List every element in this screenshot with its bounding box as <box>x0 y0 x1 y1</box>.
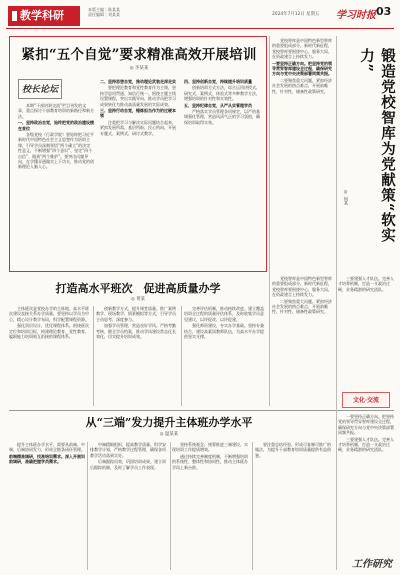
paragraph: 创新培训方式方法，综合运用讲授式、研究式、案例式、体验式等多种教学方法，增强培训的针对性和实效性。 <box>184 85 260 102</box>
paragraph: 后端跟踪问效，巩固培训成果。建立训后跟踪机制，及时了解学员工作表现。 <box>90 459 166 470</box>
side-title: 锻造党校智库为党献策“软实力” <box>358 48 396 244</box>
paragraph: 强化师资建设，夯实办学基础。坚持专兼结合，建设高素质教师队伍，为高水平办学提供坚实支撑。 <box>184 323 264 340</box>
subheading: 二、坚持思想自觉，推动理论武装走深走实 <box>100 79 176 84</box>
subheading: 四、坚持创新自觉，持续提升培训质量 <box>184 79 252 84</box>
feature-column-2 <box>100 79 178 267</box>
paragraph: 党校智库是中国特色新型智库的重要组成部分。新时代新征程，党校智库要围绕中心、服务大局，在资政建言上持续发力。 <box>272 38 332 60</box>
middle-column-3 <box>184 306 266 406</box>
column-tag-label: 校长论坛 <box>21 85 58 95</box>
column-rule <box>252 442 253 570</box>
column-rule <box>87 442 88 570</box>
column-rule <box>170 442 171 570</box>
paragraph: 提升主体班办学水平，需要从前端、中端、后端协同发力，形成全链条闭环管理。 <box>9 442 85 453</box>
section-badge: 教学科研 <box>8 6 80 26</box>
bottom-column-3 <box>172 442 250 570</box>
paragraph: 要把理论教育和党性教育作为主课，坚持学思用贯通、知信行统一。围绕主题主线设置课程，突出实践导向，推动学员把学习成果转化为推动高质量发展的实际成效。 <box>100 85 176 107</box>
paragraph: 创新教学方式，提升课堂质量。推广案例教学、现场教学、情景模拟等方式，引导学员主动思考、深度参与。 <box>96 306 176 322</box>
paragraph: 完善评估机制，推动持续改进。建立覆盖培训全过程的质量评估体系，及时收集学员意见建议，以评促改、以评促建。 <box>184 306 264 322</box>
paragraph: 一要坚持正确方向。把坚持党的领导贯穿智库建设全过程，确保研究方向与党中央决策部署同频共振。 <box>338 414 394 436</box>
feature-column-3 <box>184 79 262 267</box>
paragraph: 中端精细组织，提高教学质量。科学安排教学计划，严格教学过程管理，确保各项教学活动落到实处。 <box>90 442 166 458</box>
subheading: 三、坚持行动自觉，锤炼担当作为的过硬本领 <box>100 108 176 119</box>
side-author: ◎ 何某 <box>343 190 348 206</box>
subheading: 前端精准调研，找准培训需求。深入开展训前调研，准确把握学员需求。 <box>9 453 85 465</box>
feature-author: ◎ 李某某 <box>129 66 149 71</box>
editor-line: 责任编辑｜刘某某 <box>88 12 120 17</box>
header-rule <box>6 28 394 29</box>
middle-column-2 <box>96 306 178 406</box>
bottom-logo: 工作研究 <box>352 559 392 570</box>
editor-line: 本版主编｜陈某某 <box>88 7 120 12</box>
paragraph: 主体班次是党校办学的主阵地，高水平班次建设直接关系办学质量。要坚持以学员为中心，精心设计教学布局，科学配置课程资源。 <box>9 306 89 322</box>
middle-article-title: 打造高水平班次 促进高质量办学 <box>55 282 221 295</box>
side-article-text-2 <box>338 276 394 386</box>
bottom-article-author: ◎ 温某某 <box>159 432 179 437</box>
paragraph: 坚持系统观念，统筹推进三端建设，实现培训工作提质增效。 <box>172 442 248 453</box>
middle-column-4 <box>272 276 334 406</box>
paragraph: 二要聚焦重大问题。紧扣经济社会发展的热点难点，开展前瞻性、针对性、储备性政策研究。 <box>272 298 332 315</box>
paragraph: 二要聚焦重大问题。紧扣经济社会发展的热点难点，开展前瞻性、针对性、储备性政策研究。 <box>272 77 332 94</box>
bottom-column-4 <box>255 442 333 570</box>
column-logo-label: 文化·交流 <box>352 397 380 404</box>
column-rule <box>181 306 182 406</box>
newspaper-name: 学习时报 <box>336 10 376 21</box>
paragraph: 严格落实学员管理各项规定，以严的基调强化管理，营造风清气正的学习氛围，确保培训取得实效。 <box>184 109 260 125</box>
paragraph: 强化顶层设计，优化课程体系。围绕班次定位和培训目标，构建理论教育、党性教育、履职能力培训相互衔接的课程体系。 <box>9 323 89 340</box>
subheading: 五、坚持纪律自觉，从严从实管理学员 <box>184 102 252 108</box>
paragraph: 通过持续完善制度机制，不断增强培训的系统性、整体性和协同性，推动主体班办学再上新台阶。 <box>172 453 248 470</box>
paragraph: 三要建强人才队伍。完善人才培养机制，打造一支政治过硬、业务精湛的研究团队。 <box>338 276 394 292</box>
feature-title: 紧扣“五个自觉”要求精准高效开展培训 <box>21 47 257 63</box>
page-number: 03 <box>376 5 392 18</box>
middle-article-author: ◎ 黄某 <box>130 297 145 302</box>
bottom-article-title: 从“三端”发力提升主体班办学水平 <box>85 416 253 429</box>
side-article-text-1 <box>272 38 334 268</box>
issue-date: 2024年7月12日 星期五 <box>272 12 320 17</box>
editor-credits <box>88 7 198 17</box>
bottom-column-2 <box>90 442 168 570</box>
column-tag <box>18 79 62 99</box>
column-rule <box>269 36 270 406</box>
paragraph: 党校智库是中国特色新型智库的重要组成部分。新时代新征程，党校智库要围绕中心、服务大局，在资政建言上持续发力。 <box>272 276 332 298</box>
side-title-block <box>338 40 394 270</box>
subheading: 一、坚持政治自觉，始终把党的政治建设摆在首位 <box>18 120 94 131</box>
paragraph: 三要建强人才队伍。完善人才培养机制，打造一支政治过硬、业务精湛的研究团队。 <box>338 436 394 453</box>
feature-article <box>9 36 267 272</box>
column-logo <box>342 392 390 408</box>
bottom-column-1 <box>9 442 85 570</box>
column-rule <box>93 306 94 406</box>
paragraph: 加强学员管理，营造良好学风。严格考勤考核，健全学员档案，推动学风建设常态化长效化，切实提升培训成效。 <box>96 323 176 340</box>
subheading: 一要坚持正确方向。把坚持党的领导贯穿智库建设全过程，确保研究方向与党中央决策部署同频共振。 <box>272 60 332 77</box>
paragraph: 注重把学习与解决实际问题结合起来，紧扣发展所需、基层所盼、民心所向，开展专题式、案例式、研讨式教学。 <box>100 119 176 136</box>
paragraph: 本期“干部培训交流”栏目刊发的文章，重点探讨干部教育培训的新路径和新方法。 <box>18 103 94 119</box>
paragraph: 各级党校（行政学院）要始终把习近平新时代中国特色社会主义思想作为培训主课，引导学员深刻领悟“两个确立”的决定性意义，不断增强“四个意识”、坚定“四个自信”、做到“两个维护”。要突出问题导向，在学懂弄通做实上下功夫，推动党的创新理论入脑入心。 <box>18 132 94 170</box>
column-rule <box>336 36 337 570</box>
feature-column-1 <box>18 103 94 267</box>
bottom-column-5 <box>338 414 394 552</box>
paragraph: 要注重总结经验，形成可复制可推广的做法，为提升干部教育培训质量提供有益借鉴。 <box>255 442 331 458</box>
masthead <box>0 0 400 32</box>
middle-column-1 <box>9 306 91 406</box>
